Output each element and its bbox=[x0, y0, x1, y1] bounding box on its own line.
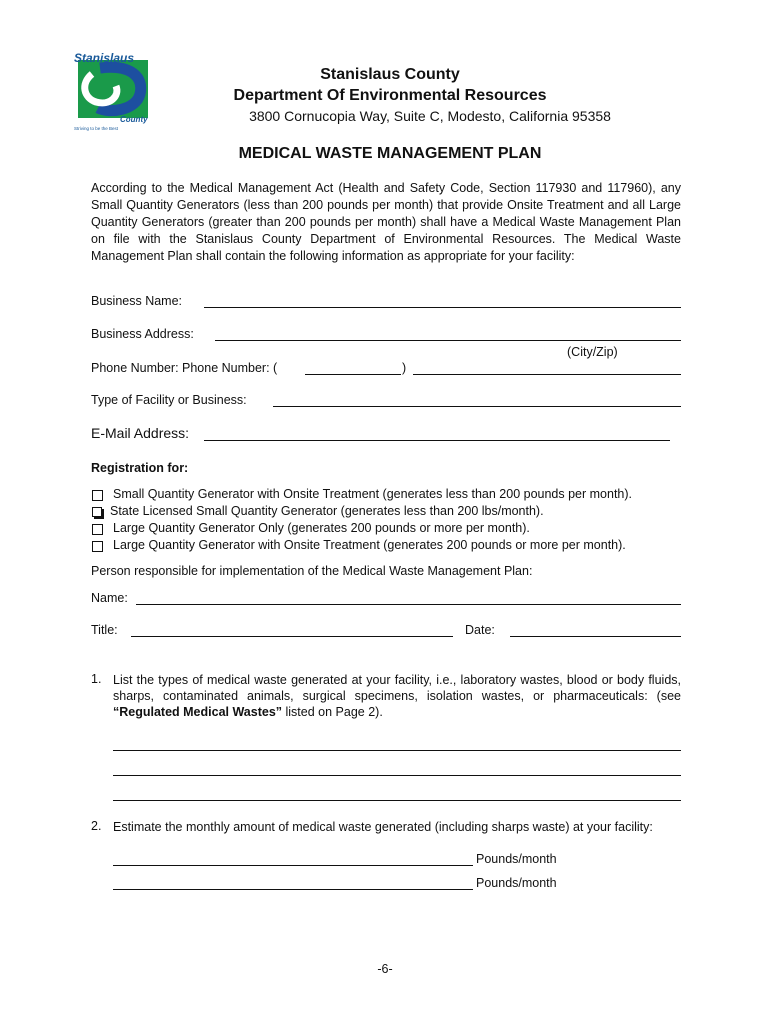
option-state-licensed-sqg: State Licensed Small Quantity Generator (generates less than 200 lbs/month). bbox=[110, 504, 544, 518]
checkbox-lqg-only[interactable] bbox=[92, 524, 103, 535]
phone-label: Phone Number: Phone Number: ( bbox=[91, 361, 278, 375]
pounds-unit-1: Pounds/month bbox=[476, 852, 557, 866]
pounds-field-1[interactable] bbox=[113, 865, 473, 866]
logo-text-top: Stanislaus bbox=[74, 51, 135, 65]
question-1-answer-line-2[interactable] bbox=[113, 775, 681, 776]
question-1-text-b: listed on Page 2). bbox=[282, 705, 383, 719]
question-1-number: 1. bbox=[91, 672, 102, 686]
page-number: -6- bbox=[377, 962, 393, 976]
stanislaus-county-logo bbox=[70, 50, 160, 132]
intro-paragraph: According to the Medical Management Act (Health and Safety Code, Section 117930 and 117960), any Small Quantity Generators (less than 200 pounds per month) that provide Onsite Treatment and all Large Quantity Generators (greater than 200 pounds per month) shall have a Medical Waste Management Plan on file with the Stanislaus County Department of Environmental Resources. The Medical Waste Management Plan shall contain the following information as appropriate for your facility: bbox=[91, 181, 681, 263]
business-name-field[interactable] bbox=[204, 307, 681, 308]
name-field[interactable] bbox=[136, 604, 681, 605]
facility-type-label: Type of Facility or Business: bbox=[91, 393, 247, 407]
title-label: Title: bbox=[91, 623, 118, 637]
date-label: Date: bbox=[465, 623, 495, 637]
logo-tagline: Striving to be the Best bbox=[74, 126, 119, 131]
option-lqg-onsite: Large Quantity Generator with Onsite Treatment (generates 200 pounds or more per month). bbox=[113, 538, 626, 552]
business-name-label: Business Name: bbox=[91, 294, 183, 308]
pounds-field-2[interactable] bbox=[113, 889, 473, 890]
email-field[interactable] bbox=[204, 440, 670, 441]
department-address: 3800 Cornucopia Way, Suite C, Modesto, California 95358 bbox=[249, 108, 611, 124]
email-label: E-Mail Address: bbox=[91, 425, 190, 441]
question-1-bold: “Regulated Medical Wastes” bbox=[113, 705, 283, 719]
checkbox-sqg-onsite[interactable] bbox=[92, 490, 103, 501]
question-1-answer-line-1[interactable] bbox=[113, 750, 681, 751]
option-sqg-onsite: Small Quantity Generator with Onsite Treatment (generates less than 200 pounds per month). bbox=[113, 487, 633, 501]
date-field[interactable] bbox=[510, 636, 681, 637]
name-label: Name: bbox=[91, 591, 128, 605]
option-lqg-only: Large Quantity Generator Only (generates 200 pounds or more per month). bbox=[113, 521, 530, 535]
city-zip-label: (City/Zip) bbox=[567, 345, 618, 359]
pounds-unit-2: Pounds/month bbox=[476, 876, 557, 890]
responsible-intro: Person responsible for implementation of the Medical Waste Management Plan: bbox=[91, 564, 533, 578]
checkbox-state-licensed-sqg[interactable] bbox=[92, 507, 102, 517]
facility-type-field[interactable] bbox=[273, 406, 681, 407]
business-address-field[interactable] bbox=[215, 340, 681, 341]
question-2-text: Estimate the monthly amount of medical waste generated (including sharps waste) at your facility: bbox=[113, 820, 653, 834]
phone-area-code-field[interactable] bbox=[305, 374, 401, 375]
business-address-label: Business Address: bbox=[91, 327, 194, 341]
phone-number-field[interactable] bbox=[413, 374, 681, 375]
county-name: Stanislaus County bbox=[320, 66, 460, 83]
phone-paren-close: ) bbox=[402, 361, 407, 375]
question-1-text-a: List the types of medical waste generated at your facility, i.e., laboratory wastes, blood or body fluids, sharps, contaminated animals, surgical specimens, isolation wastes, or pharmaceuticals: (see bbox=[113, 673, 681, 703]
title-field[interactable] bbox=[131, 636, 453, 637]
logo-text-bottom: County bbox=[120, 115, 148, 124]
document-title: MEDICAL WASTE MANAGEMENT PLAN bbox=[238, 145, 542, 162]
question-1-answer-line-3[interactable] bbox=[113, 800, 681, 801]
question-2-number: 2. bbox=[91, 819, 102, 833]
checkbox-lqg-onsite[interactable] bbox=[92, 541, 103, 552]
registration-heading: Registration for: bbox=[91, 461, 189, 475]
question-1-text bbox=[113, 672, 681, 720]
department-name: Department Of Environmental Resources bbox=[233, 87, 547, 104]
